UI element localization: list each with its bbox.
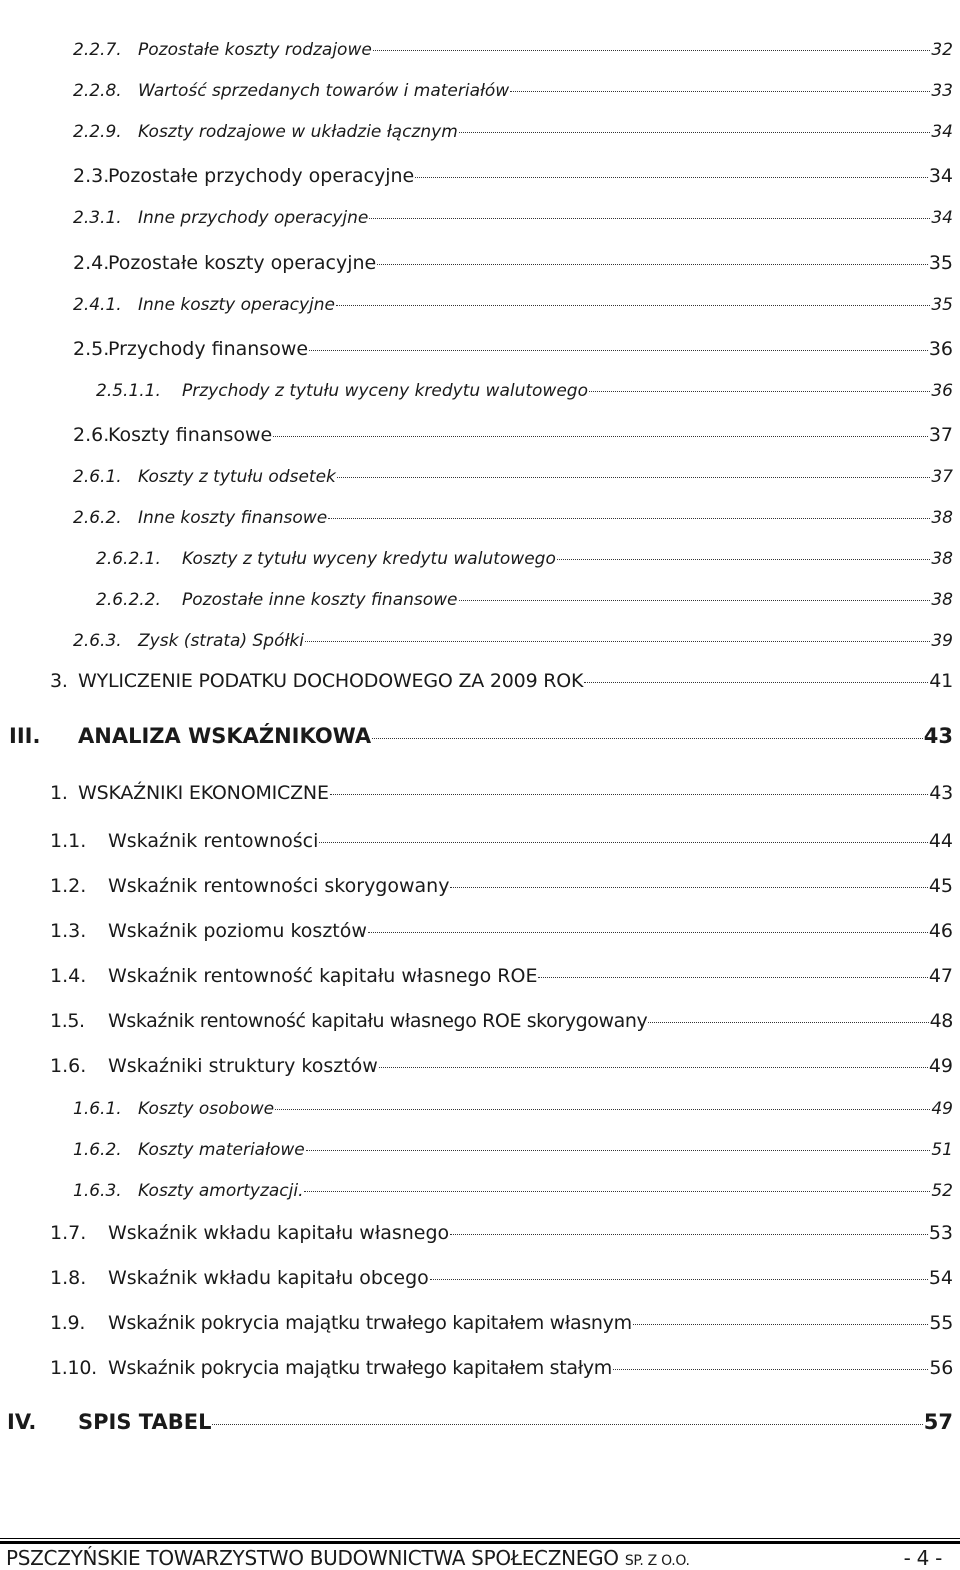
footer-company-name: PSZCZYŃSKIE TOWARZYSTWO BUDOWNICTWA SPOŁECZNEGO bbox=[6, 1546, 619, 1570]
toc-entry[interactable] bbox=[50, 1010, 953, 1032]
dot-leader bbox=[336, 305, 930, 306]
dot-leader bbox=[648, 1022, 928, 1023]
toc-entry-number: 2.5.1.1. bbox=[96, 381, 161, 401]
toc-entry[interactable] bbox=[7, 1410, 953, 1434]
toc-entry[interactable] bbox=[73, 1181, 953, 1201]
toc-entry-title: Przychody finansowe bbox=[108, 338, 309, 360]
toc-entry-title: Inne koszty operacyjne bbox=[138, 295, 336, 315]
toc-entry-title: Wskaźnik pokrycia majątku trwałego kapitałem własnym bbox=[108, 1312, 632, 1334]
toc-entry-page: 56 bbox=[929, 1357, 953, 1379]
toc-entry-page: 55 bbox=[929, 1312, 953, 1334]
toc-entry-title: Pozostałe inne koszty finansowe bbox=[182, 590, 458, 610]
toc-entry-number: 2.6.3. bbox=[73, 631, 122, 651]
toc-entry-title: Koszty osobowe bbox=[138, 1099, 275, 1119]
toc-entry-number: 2.3. bbox=[73, 165, 110, 187]
toc-entry[interactable] bbox=[50, 1312, 953, 1334]
toc-entry[interactable] bbox=[50, 830, 953, 852]
toc-entry[interactable] bbox=[50, 1357, 953, 1379]
toc-entry-page: 53 bbox=[928, 1222, 953, 1244]
toc-entry-title: Koszty amortyzacji. bbox=[138, 1181, 304, 1201]
toc-entry-title: Koszty materiałowe bbox=[138, 1140, 305, 1160]
toc-entry-number: 2.3.1. bbox=[73, 208, 122, 228]
toc-entry-page: 49 bbox=[931, 1099, 953, 1119]
dot-leader bbox=[538, 977, 927, 978]
toc-entry-number: 1.1. bbox=[50, 830, 87, 852]
toc-entry[interactable] bbox=[73, 424, 953, 446]
toc-entry-number: 2.6.2.1. bbox=[96, 549, 161, 569]
toc-entry-page: 37 bbox=[928, 424, 953, 446]
toc-entry-number: 1.10. bbox=[50, 1357, 97, 1379]
toc-entry-number: 1.6. bbox=[50, 1055, 87, 1077]
toc-entry-page: 32 bbox=[931, 40, 953, 60]
toc-entry[interactable] bbox=[96, 381, 953, 401]
footer-company-suffix: SP. Z O.O. bbox=[624, 1553, 690, 1569]
toc-entry-page: 43 bbox=[923, 724, 953, 748]
toc-entry-title: Wskaźnik wkładu kapitału własnego bbox=[108, 1222, 450, 1244]
toc-entry-page: 35 bbox=[931, 295, 953, 315]
toc-entry-title: Wskaźnik rentowność kapitału własnego ROE bbox=[108, 965, 538, 987]
dot-leader bbox=[510, 91, 930, 92]
toc-entry-page: 52 bbox=[931, 1181, 953, 1201]
toc-entry-title: Inne przychody operacyjne bbox=[138, 208, 369, 228]
toc-entry[interactable] bbox=[73, 252, 953, 274]
toc-entry[interactable] bbox=[73, 165, 953, 187]
toc-entry-page: 34 bbox=[931, 208, 953, 228]
dot-leader bbox=[589, 391, 930, 392]
toc-entry-title: SPIS TABEL bbox=[78, 1410, 212, 1434]
toc-entry-title: Inne koszty finansowe bbox=[138, 508, 328, 528]
toc-entry-title: Koszty finansowe bbox=[108, 424, 273, 446]
footer-page-number: - 4 - bbox=[903, 1546, 942, 1570]
toc-entry[interactable] bbox=[9, 724, 953, 748]
page-footer bbox=[6, 1546, 942, 1570]
toc-entry-title: Wskaźniki struktury kosztów bbox=[108, 1055, 378, 1077]
dot-leader bbox=[330, 794, 928, 795]
dot-leader bbox=[273, 436, 928, 437]
toc-entry-title: Wskaźnik wkładu kapitału obcego bbox=[108, 1267, 429, 1289]
toc-entry-page: 44 bbox=[928, 830, 953, 852]
dot-leader bbox=[415, 177, 928, 178]
toc-entry-number: 1.7. bbox=[50, 1222, 87, 1244]
toc-entry-number: III. bbox=[9, 724, 41, 748]
toc-entry-title: Koszty z tytułu odsetek bbox=[138, 467, 336, 487]
toc-entry-number: 1. bbox=[50, 782, 68, 804]
toc-entry-page: 36 bbox=[928, 338, 953, 360]
toc-entry-page: 47 bbox=[928, 965, 953, 987]
dot-leader bbox=[430, 1279, 928, 1280]
toc-entry-title: Wartość sprzedanych towarów i materiałów bbox=[138, 81, 510, 101]
toc-entry-page: 48 bbox=[929, 1010, 953, 1032]
toc-entry-number: 2.2.9. bbox=[73, 122, 122, 142]
toc-entry[interactable] bbox=[73, 631, 953, 651]
dot-leader bbox=[305, 641, 930, 642]
toc-entry-number: 2.5. bbox=[73, 338, 110, 360]
dot-leader bbox=[459, 600, 931, 601]
toc-entry[interactable] bbox=[50, 1055, 953, 1077]
toc-entry-page: 49 bbox=[928, 1055, 953, 1077]
toc-entry[interactable] bbox=[73, 1099, 953, 1119]
toc-entry-title: ANALIZA WSKAŹNIKOWA bbox=[78, 724, 372, 748]
toc-entry-number: 2.4. bbox=[73, 252, 110, 274]
dot-leader bbox=[368, 932, 928, 933]
toc-entry[interactable] bbox=[50, 1222, 953, 1244]
toc-entry-page: 35 bbox=[928, 252, 953, 274]
toc-entry-title: Pozostałe przychody operacyjne bbox=[108, 165, 415, 187]
toc-entry-title: Wskaźnik poziomu kosztów bbox=[108, 920, 367, 942]
toc-entry[interactable] bbox=[50, 965, 953, 987]
toc-entry-number: 2.6. bbox=[73, 424, 110, 446]
toc-entry-page: 33 bbox=[931, 81, 953, 101]
toc-entry-title: Koszty z tytułu wyceny kredytu walutowego bbox=[182, 549, 556, 569]
toc-entry-number: 2.6.2.2. bbox=[96, 590, 161, 610]
dot-leader bbox=[304, 1191, 930, 1192]
dot-leader bbox=[306, 1150, 931, 1151]
toc-entry-page: 57 bbox=[923, 1410, 953, 1434]
toc-entry[interactable] bbox=[73, 508, 953, 528]
toc-entry-page: 38 bbox=[931, 590, 953, 610]
toc-entry[interactable] bbox=[73, 208, 953, 228]
toc-entry-number: 2.4.1. bbox=[73, 295, 122, 315]
toc-entry[interactable] bbox=[50, 782, 953, 804]
dot-leader bbox=[369, 218, 930, 219]
toc-entry[interactable] bbox=[73, 122, 953, 142]
toc-entry-page: 34 bbox=[928, 165, 953, 187]
toc-entry-page: 51 bbox=[931, 1140, 953, 1160]
dot-leader bbox=[379, 1067, 928, 1068]
toc-entry-number: 2.6.2. bbox=[73, 508, 122, 528]
dot-leader bbox=[459, 132, 931, 133]
toc-entry-number: 1.4. bbox=[50, 965, 87, 987]
toc-entry-title: Wskaźnik rentowności bbox=[108, 830, 319, 852]
dot-leader bbox=[450, 1234, 928, 1235]
toc-entry-number: IV. bbox=[7, 1410, 37, 1434]
dot-leader bbox=[373, 50, 931, 51]
dot-leader bbox=[275, 1109, 930, 1110]
toc-entry[interactable] bbox=[50, 875, 953, 897]
dot-leader bbox=[372, 738, 923, 739]
toc-entry-number: 1.6.3. bbox=[73, 1181, 122, 1201]
toc-entry[interactable] bbox=[73, 295, 953, 315]
toc-entry-title: Koszty rodzajowe w układzie łącznym bbox=[138, 122, 458, 142]
toc-entry[interactable] bbox=[50, 920, 953, 942]
toc-entry-page: 43 bbox=[929, 782, 953, 804]
toc-entry-number: 2.2.8. bbox=[73, 81, 122, 101]
toc-entry-number: 1.6.1. bbox=[73, 1099, 122, 1119]
toc-entry-page: 54 bbox=[928, 1267, 953, 1289]
toc-entry-title: Pozostałe koszty rodzajowe bbox=[138, 40, 372, 60]
toc-entry-number: 1.5. bbox=[50, 1010, 85, 1032]
dot-leader bbox=[557, 559, 931, 560]
toc-entry-page: 37 bbox=[931, 467, 953, 487]
dot-leader bbox=[377, 264, 928, 265]
toc-entry-title: WSKAŹNIKI EKONOMICZNE bbox=[78, 782, 329, 804]
toc-entry-title: Wskaźnik rentowności skorygowany bbox=[108, 875, 450, 897]
toc-entry-page: 38 bbox=[931, 549, 953, 569]
toc-entry-page: 45 bbox=[928, 875, 953, 897]
dot-leader bbox=[450, 887, 927, 888]
toc-entry-page: 34 bbox=[931, 122, 953, 142]
toc-entry[interactable] bbox=[50, 670, 953, 692]
dot-leader bbox=[613, 1369, 928, 1370]
toc-entry-title: Pozostałe koszty operacyjne bbox=[108, 252, 377, 274]
toc-entry[interactable] bbox=[73, 40, 953, 60]
toc-entry-number: 2.2.7. bbox=[73, 40, 122, 60]
dot-leader bbox=[212, 1424, 922, 1425]
toc-entry[interactable] bbox=[96, 549, 953, 569]
footer-company bbox=[6, 1546, 690, 1570]
footer-divider bbox=[0, 1538, 960, 1539]
dot-leader bbox=[309, 350, 928, 351]
toc-entry-title: WYLICZENIE PODATKU DOCHODOWEGO ZA 2009 ROK bbox=[78, 670, 584, 692]
dot-leader bbox=[584, 682, 928, 683]
toc-entry-page: 41 bbox=[929, 670, 953, 692]
toc-entry-number: 2.6.1. bbox=[73, 467, 122, 487]
footer-divider-thick bbox=[0, 1541, 960, 1544]
toc-entry-number: 3. bbox=[50, 670, 68, 692]
toc-entry-title: Przychody z tytułu wyceny kredytu walutowego bbox=[182, 381, 588, 401]
toc-entry-title: Zysk (strata) Spółki bbox=[138, 631, 304, 651]
toc-entry-page: 46 bbox=[928, 920, 953, 942]
toc-entry-title: Wskaźnik rentowność kapitału własnego ROE skorygowany bbox=[108, 1010, 648, 1032]
toc-entry-title: Wskaźnik pokrycia majątku trwałego kapitałem stałym bbox=[108, 1357, 612, 1379]
toc-entry-number: 1.3. bbox=[50, 920, 87, 942]
toc-entry-page: 36 bbox=[931, 381, 953, 401]
toc-entry-page: 38 bbox=[931, 508, 953, 528]
dot-leader bbox=[319, 842, 927, 843]
toc-entry[interactable] bbox=[73, 467, 953, 487]
toc-entry-number: 1.6.2. bbox=[73, 1140, 122, 1160]
toc-entry[interactable] bbox=[96, 590, 953, 610]
dot-leader bbox=[337, 477, 930, 478]
dot-leader bbox=[633, 1324, 929, 1325]
toc-entry-number: 1.8. bbox=[50, 1267, 87, 1289]
toc-entry[interactable] bbox=[50, 1267, 953, 1289]
toc-entry-page: 39 bbox=[931, 631, 953, 651]
toc-entry[interactable] bbox=[73, 338, 953, 360]
toc-entry[interactable] bbox=[73, 81, 953, 101]
toc-entry[interactable] bbox=[73, 1140, 953, 1160]
toc-entry-number: 1.2. bbox=[50, 875, 87, 897]
dot-leader bbox=[328, 518, 930, 519]
toc-entry-number: 1.9. bbox=[50, 1312, 86, 1334]
